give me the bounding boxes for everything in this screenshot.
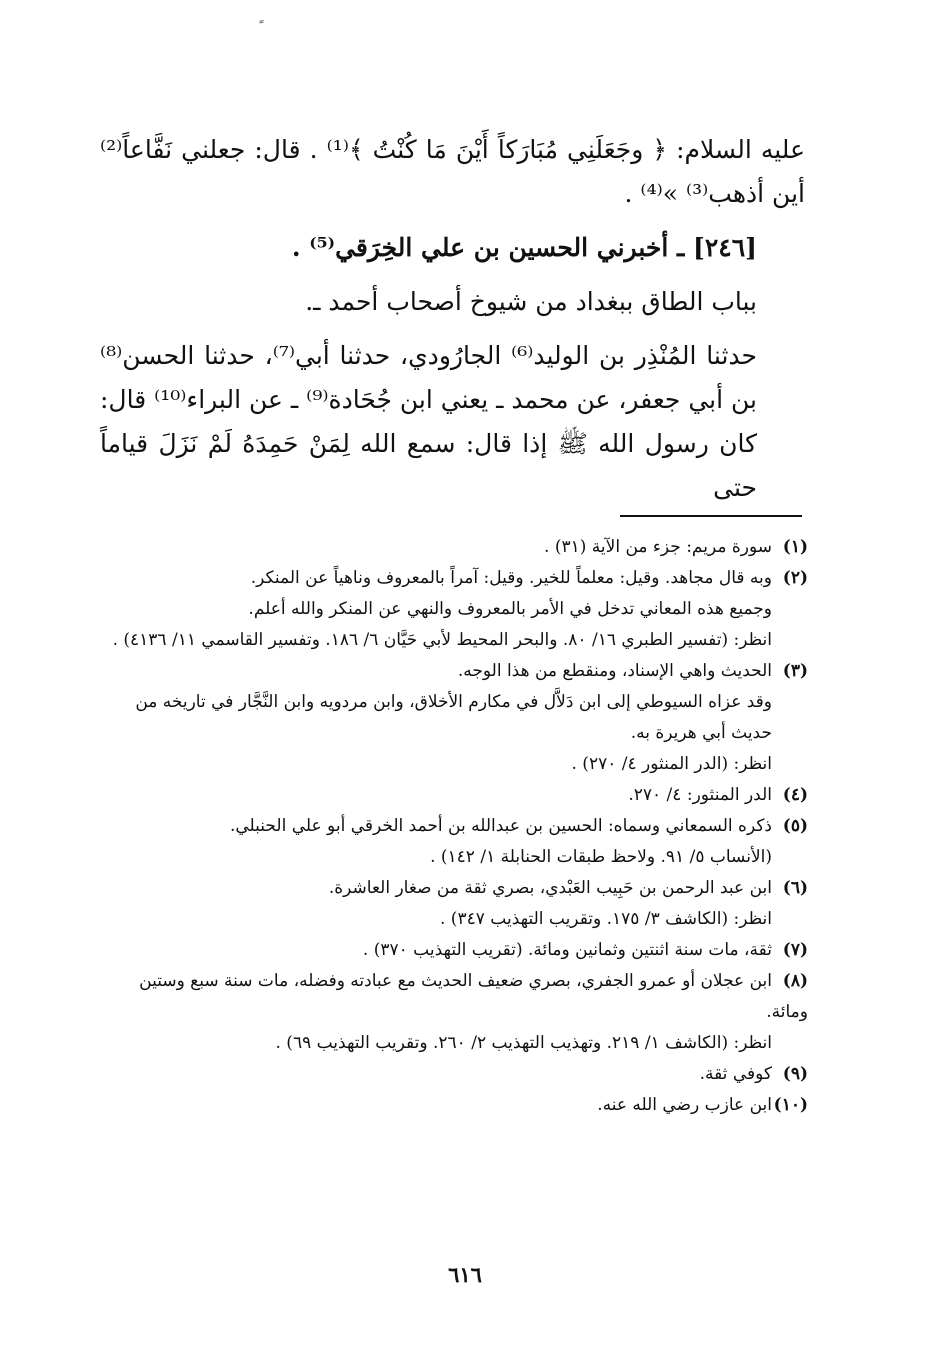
footnote-number: (٩)	[782, 1064, 808, 1084]
hadith-heading: [٢٤٦] ـ أخبرني الحسين بن علي الخِرَقي⁽⁵⁾ .	[291, 233, 757, 262]
footnote-text: وجميع هذه المعاني تدخل في الأمر بالمعروف والنهي عن المنكر والله أعلم.	[248, 599, 772, 619]
footnote-text: انظر: (الكاشف ٣/ ١٧٥. وتقريب التهذيب ٣٤٧) .	[440, 909, 772, 929]
footnote-9	[100, 1059, 808, 1090]
footnote-number: (٧)	[782, 940, 808, 960]
footnote-number: (٦)	[782, 878, 808, 898]
footnote-text: ثقة، مات سنة اثنتين وثمانين ومائة. (تقريب التهذيب ٣٧٠) .	[362, 940, 772, 960]
footnote-2	[100, 563, 808, 656]
footnote-text: انظر: (الكاشف ١/ ٢١٩. وتهذيب التهذيب ٢/ ٢٦٠. وتقريب التهذيب ٦٩) .	[275, 1033, 772, 1053]
main-paragraph-3: بباب الطاق ببغداد من شيوخ أصحاب أحمد ـ.	[305, 287, 757, 316]
footnotes	[100, 532, 808, 1121]
footnote-number: (٥)	[782, 816, 808, 836]
footnote-number: (٢)	[782, 568, 808, 588]
footnote-text: ابن عبد الرحمن بن حَبِيب العَبْدي، بصري ثقة من صغار العاشرة.	[328, 878, 772, 898]
footnote-text: ابن عجلان أو عمرو الجفري، بصري ضعيف الحديث مع عبادته وفضله، مات سنة سبع وستين ومائة.	[139, 971, 808, 1022]
footnote-divider	[620, 515, 802, 517]
footnote-4	[100, 780, 808, 811]
footnote-1	[100, 532, 808, 563]
footnote-text: ذكره السمعاني وسماه: الحسين بن عبدالله بن أحمد الخرقي أبو علي الحنبلي.	[229, 816, 772, 836]
footnote-text: الدر المنثور: ٤/ ٢٧٠.	[628, 785, 772, 805]
footnote-text: انظر: (تفسير الطبري ١٦/ ٨٠. والبحر المحيط لأبي حَيَّان ٦/ ١٨٦. وتفسير القاسمي ١١/ ٤١٣٦) .	[112, 630, 772, 650]
footnote-text: انظر: (الدر المنثور ٤/ ٢٧٠) .	[571, 754, 772, 774]
footnote-number: (٤)	[782, 785, 808, 805]
footnote-text: كوفي ثقة.	[699, 1064, 772, 1084]
footnote-text: (الأنساب ٥/ ٩١. ولاحظ طبقات الحنابلة ١/ ١٤٢) .	[430, 847, 772, 867]
footnote-number: (١)	[782, 537, 808, 557]
footnote-number: (٨)	[782, 971, 808, 991]
footnote-8	[100, 966, 808, 1059]
footnote-10	[100, 1090, 808, 1121]
footnote-5	[100, 811, 808, 873]
footnote-3	[100, 656, 808, 780]
footnote-text: ابن عازب رضي الله عنه.	[597, 1095, 772, 1115]
footnote-text: وبه قال مجاهد. وقيل: معلماً للخير. وقيل: آمراً بالمعروف وناهياً عن المنكر.	[250, 568, 772, 588]
main-paragraph-4: حدثنا المُنْذِر بن الوليد⁽⁶⁾ الجارُودي، حدثنا أبي⁽⁷⁾، حدثنا الحسن⁽⁸⁾ بن أبي جعفر، عن محمد ـ يعني ابن جُحَادة⁽⁹⁾ ـ عن البراء⁽¹⁰⁾ قال: كان رسول الله ﷺ إذا قال: سمع الله لِمَنْ حَمِدَهُ لَمْ نَزَلَ قياماً حتى	[100, 341, 757, 502]
footnote-7	[100, 935, 808, 966]
footnote-number: (١٠)	[773, 1095, 808, 1115]
footnote-number: (٣)	[782, 661, 808, 681]
footnote-text: سورة مريم: جزء من الآية (٣١) .	[544, 537, 772, 557]
page-number: ٦١٦	[448, 1262, 482, 1287]
main-paragraph-1: عليه السلام: ﴿ وجَعَلَنِي مُبَارَكاً أَيْنَ مَا كُنْتُ ﴾⁽¹⁾ . قال: جعلني نَفَّاعاً⁽²⁾ أين أذهب⁽³⁾ »⁽⁴⁾ .	[100, 135, 805, 208]
footnote-text: الحديث واهي الإسناد، ومنقطع من هذا الوجه.	[457, 661, 772, 681]
footnote-6	[100, 873, 808, 935]
footnote-text: وقد عزاه السيوطي إلى ابن دَلاَّل في مكارم الأخلاق، وابن مردويه وابن النَّجَّار في تاريخه من حديث أبي هريرة به.	[135, 692, 772, 743]
main-text	[100, 128, 805, 510]
